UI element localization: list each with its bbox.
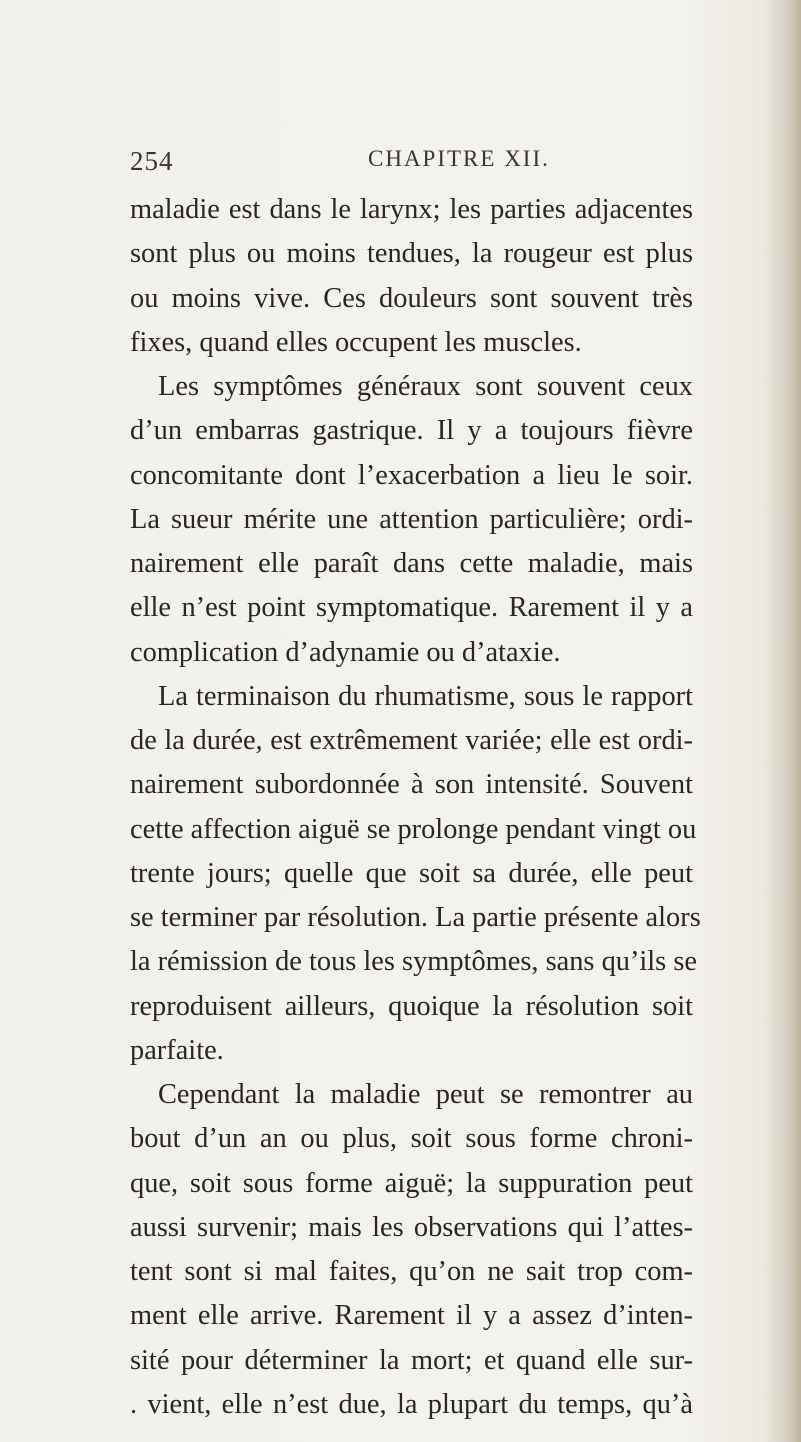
text-line: se terminer par résolution. La partie présente alors — [130, 902, 701, 933]
text-line: parfaite. — [130, 1034, 224, 1066]
running-head — [130, 140, 690, 180]
text-line: que, soit sous forme aiguë; la suppuration peut — [130, 1167, 693, 1199]
text-line: Les symptômes généraux sont souvent ceux — [158, 371, 693, 402]
page-number: 254 — [130, 146, 174, 176]
text-line: sont plus ou moins tendues, la rougeur est plus — [130, 238, 693, 270]
text-line: trente jours; quelle que soit sa durée, elle peut — [130, 857, 693, 889]
text-line: de la durée, est extrêmement variée; elle est ordi- — [130, 725, 693, 756]
text-line: aussi survenir; mais les observations qui l’attes- — [130, 1211, 693, 1243]
text-line: nairement subordonnée à son intensité. Souvent — [130, 769, 693, 801]
body-text — [130, 188, 701, 1427]
text-line: bout d’un an ou plus, soit sous forme chroni- — [130, 1123, 693, 1155]
text-line: Cependant la maladie peut se remontrer au — [158, 1079, 693, 1110]
text-line: d’un embarras gastrique. Il y a toujours fièvre — [130, 415, 693, 447]
text-line: elle n’est point symptomatique. Rarement il y a — [130, 592, 693, 624]
text-line: complication d’adynamie ou d’ataxie. — [130, 636, 561, 668]
text-line: La sueur mérite une attention particulière; ordi- — [130, 503, 693, 535]
text-line: fixes, quand elles occupent les muscles. — [130, 326, 582, 358]
text-line: reproduisent ailleurs, quoique la résolution soit — [130, 990, 693, 1022]
page-edge-shadow — [765, 0, 801, 1442]
text-line: La terminaison du rhumatisme, sous le rapport — [158, 680, 693, 712]
text-line: tent sont si mal faites, qu’on ne sait trop com- — [130, 1256, 693, 1287]
text-line: cette affection aiguë se prolonge pendant vingt ou — [130, 813, 697, 845]
text-line: maladie est dans le larynx; les parties adjacentes — [130, 194, 693, 225]
text-line: la rémission de tous les symptômes, sans qu’ils se — [130, 946, 697, 978]
text-line: sité pour déterminer la mort; et quand elle sur- — [130, 1344, 693, 1376]
text-line: . vient, elle n’est due, la plupart du temps, qu’à — [130, 1388, 693, 1420]
text-line: ment elle arrive. Rarement il y a assez d’inten- — [130, 1300, 693, 1332]
text-line: concomitante dont l’exacerbation a lieu le soir. — [130, 459, 693, 491]
text-line: nairement elle paraît dans cette maladie, mais — [130, 548, 693, 579]
chapter-title: CHAPITRE XII. — [368, 146, 550, 171]
text-line: ou moins vive. Ces douleurs sont souvent très — [130, 282, 693, 314]
